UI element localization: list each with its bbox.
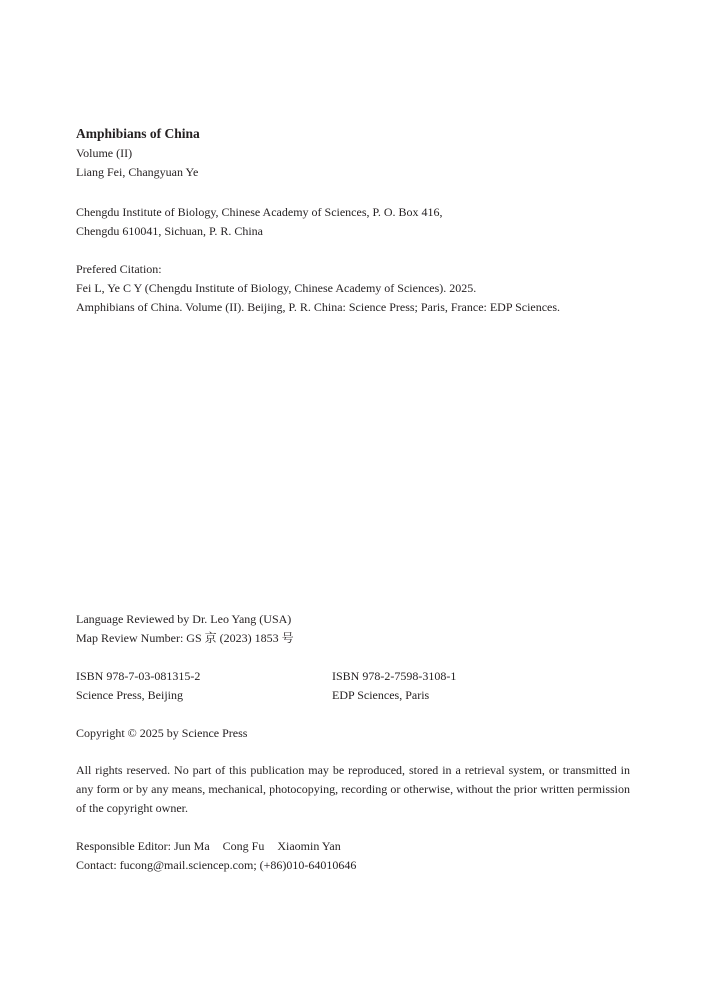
editor-name: Cong Fu <box>222 839 265 853</box>
review-info <box>76 610 294 648</box>
isbn-edp-sciences: ISBN 978-2-7598-3108-1 <box>332 669 457 683</box>
book-volume: Volume (II) <box>76 146 133 160</box>
isbn-science-press: ISBN 978-7-03-081315-2 <box>76 669 201 683</box>
book-info <box>76 124 200 182</box>
copyright-line: Copyright © 2025 by Science Press <box>76 726 248 740</box>
copyright-notice <box>76 724 247 743</box>
isbn-right <box>332 667 456 705</box>
citation-line-2: Amphibians of China. Volume (II). Beijing, P. R. China: Science Press; Paris, France: EDP Sciences. <box>76 300 561 314</box>
editor-name: Xiaomin Yan <box>277 839 341 853</box>
editorial-info <box>76 837 356 875</box>
citation-line-1: Fei L, Ye C Y (Chengdu Institute of Biology, Chinese Academy of Sciences). 2025. <box>76 281 477 295</box>
affiliation-line-2: Chengdu 610041, Sichuan, P. R. China <box>76 224 264 238</box>
book-title: Amphibians of China <box>76 126 200 141</box>
publisher-edp-sciences: EDP Sciences, Paris <box>332 688 430 702</box>
language-review: Language Reviewed by Dr. Leo Yang (USA) <box>76 612 292 626</box>
contact-info: Contact: fucong@mail.sciencep.com; (+86)010-64010646 <box>76 858 357 872</box>
editor-label: Responsible Editor: <box>76 839 171 853</box>
map-review-number: Map Review Number: GS 京 (2023) 1853 号 <box>76 631 294 645</box>
affiliation <box>76 203 443 241</box>
publisher-science-press: Science Press, Beijing <box>76 688 183 702</box>
citation-label: Prefered Citation: <box>76 262 162 276</box>
affiliation-line-1: Chengdu Institute of Biology, Chinese Academy of Sciences, P. O. Box 416, <box>76 205 443 219</box>
book-authors: Liang Fei, Changyuan Ye <box>76 165 199 179</box>
isbn-left <box>76 667 200 705</box>
rights-statement: All rights reserved. No part of this publication may be reproduced, stored in a retrieval system, or transmitted in any form or by any means, mechanical, photocopying, recording or otherwise, without the prior written permission of the copyright owner. <box>76 763 630 815</box>
editor-name: Jun Ma <box>174 839 210 853</box>
citation <box>76 260 560 317</box>
responsible-editors <box>76 837 356 856</box>
